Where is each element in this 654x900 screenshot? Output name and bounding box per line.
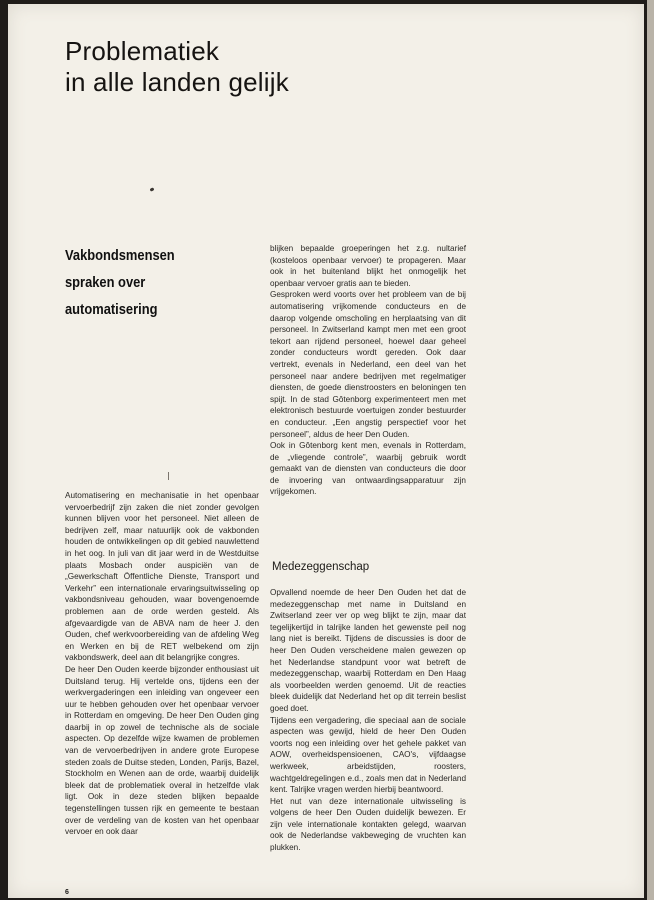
ink-speck	[150, 187, 155, 191]
body-paragraph: Gesproken werd voorts over het probleem van de bij automatisering vrijkomende conducteurs en de daarop volgende omscholing en herplaatsing van dit personeel. In Zwitserland kampt men met een groot tekort aan rijdend personeel, hoewel daar geheel zonder conducteurs wordt gereden. Ook daar vertrekt, evenals in Nederland, een deel van het personeel naar andere bedrijven met regelmatiger diensten, de goede dienstroosters en beloningen ten spijt. In de stad Gôtenborg experimenteert men met elektronisch bestuurde voertuigen zonder bestuurder en conducteur. „Een angstig perspectief voor het personeel”, aldus de heer Den Ouden.	[270, 290, 466, 439]
body-paragraph: Automatisering en mechanisatie in het openbaar vervoerbedrijf zijn zaken die niet zonder gevolgen kunnen blijven voor het personeel. Niet alleen de bedrijven zelf, maar natuurlijk ook de vakbonden houden de ontwikkelingen op dit gebied nauwlettend in het oog. In juli van dit jaar werd in de Westduitse plaats Mosbach onder auspiciën van de „Gewerkschaft Öffentliche Dienste, Transport und Verkehr” een internationale ervaringsuitwisseling op vakbondsniveau gehouden, waar bovengenoemde problemen aan de orde werden gesteld. Als afgevaardigde van de ABVA nam de heer J. den Ouden, chef werkvoorbereiding van de afdeling Weg en Werken en bij de RET welbekend om zijn vakbondswerk, deel aan dit belangrijke congres.	[65, 491, 259, 663]
section-heading-line-2: spraken over	[65, 274, 146, 291]
right-column-top	[270, 243, 466, 498]
magazine-page	[8, 4, 644, 898]
section-heading-line-1: Vakbondsmensen	[65, 247, 175, 264]
body-paragraph: Ook in Gôtenborg kent men, evenals in Rotterdam, de „vliegende controle”, waarbij gebruik wordt gemaakt van de diensten van conducteurs die door de invoering van ontwaardingsapparatuur zijn vrijgekomen.	[270, 441, 466, 497]
ink-mark	[168, 472, 169, 480]
page-number: 6	[65, 889, 69, 896]
scan-right-edge	[647, 0, 654, 900]
body-paragraph: Tijdens een vergadering, die speciaal aan de sociale aspecten was gewijd, hield de heer Den Ouden voorts nog een inleiding over het gehele pakket van AOW, overheidspensioenen, CAO's, vijfdaagse werkweek, arbeidstijden, roosters, wachtgeldregelingen e.d., zoals men dat in Nederland kent. Talrijke vragen werden hierbij beantwoord.	[270, 715, 466, 795]
left-column	[65, 490, 259, 838]
section-heading	[65, 242, 175, 323]
right-column-bottom	[270, 587, 466, 854]
title-line-2: in alle landen gelijk	[65, 67, 289, 97]
body-paragraph: De heer Den Ouden keerde bijzonder enthousiast uit Duitsland terug. Hij vertelde ons, tijdens een der werkvergaderingen een inleiding van ongeveer een uur te hebben gehouden over het openbaar vervoer in Rotterdam en omgeving. De heer Den Ouden ging daarbij in op zowel de technische als de sociale aspecten. Op dezelfde wijze kwamen de problemen van de vervoerbedrijven in andere grote Europese steden zoals de Duitse steden, Londen, Parijs, Bazel, Stockholm en Wenen aan de orde, waarbij duidelijk bleek dat de problematiek overal in hetzelfde vlak ligt. Ook in deze steden blijken bepaalde tegenstellingen tussen rijk en gemeente te bestaan over de verdeling van de kosten van het openbaar vervoer en ook daar	[65, 664, 259, 837]
title-line-1: Problematiek	[65, 36, 220, 66]
body-paragraph: Opvallend noemde de heer Den Ouden het dat de medezeggenschap met name in Duitsland en Zwitserland zeer ver op weg blijkt te zijn, maar dat tegelijkertijd in talrijke landen het gewenste peil nog lang niet is bereikt. Tijdens de discussies is door de heer Den Ouden verscheidene malen gewezen op het Nederlandse standpunt voor wat betreft de medezeggenschap, waarbij Rotterdam en Den Haag als voorbeelden werden genoemd. Uit de reacties bleek duidelijk dat Nederland het op dit terrein beslist goed doet.	[270, 588, 466, 713]
subheading-medezeggenschap: Medezeggenschap	[272, 561, 370, 573]
section-heading-line-3: automatisering	[65, 301, 158, 318]
body-paragraph: blijken bepaalde groeperingen het z.g. nultarief (kosteloos openbaar vervoer) te propageren. Maar ook in het buitenland blijkt het onmogelijk het openbaar vervoer gratis aan te bieden.	[270, 244, 466, 288]
body-paragraph: Het nut van deze internationale uitwisseling is volgens de heer Den Ouden duidelijk bewezen. Er zijn vele internationale kontakten gelegd, waarvan ook de Nederlandse vakbeweging de vruchten kan plukken.	[270, 796, 466, 853]
article-title	[65, 36, 289, 98]
